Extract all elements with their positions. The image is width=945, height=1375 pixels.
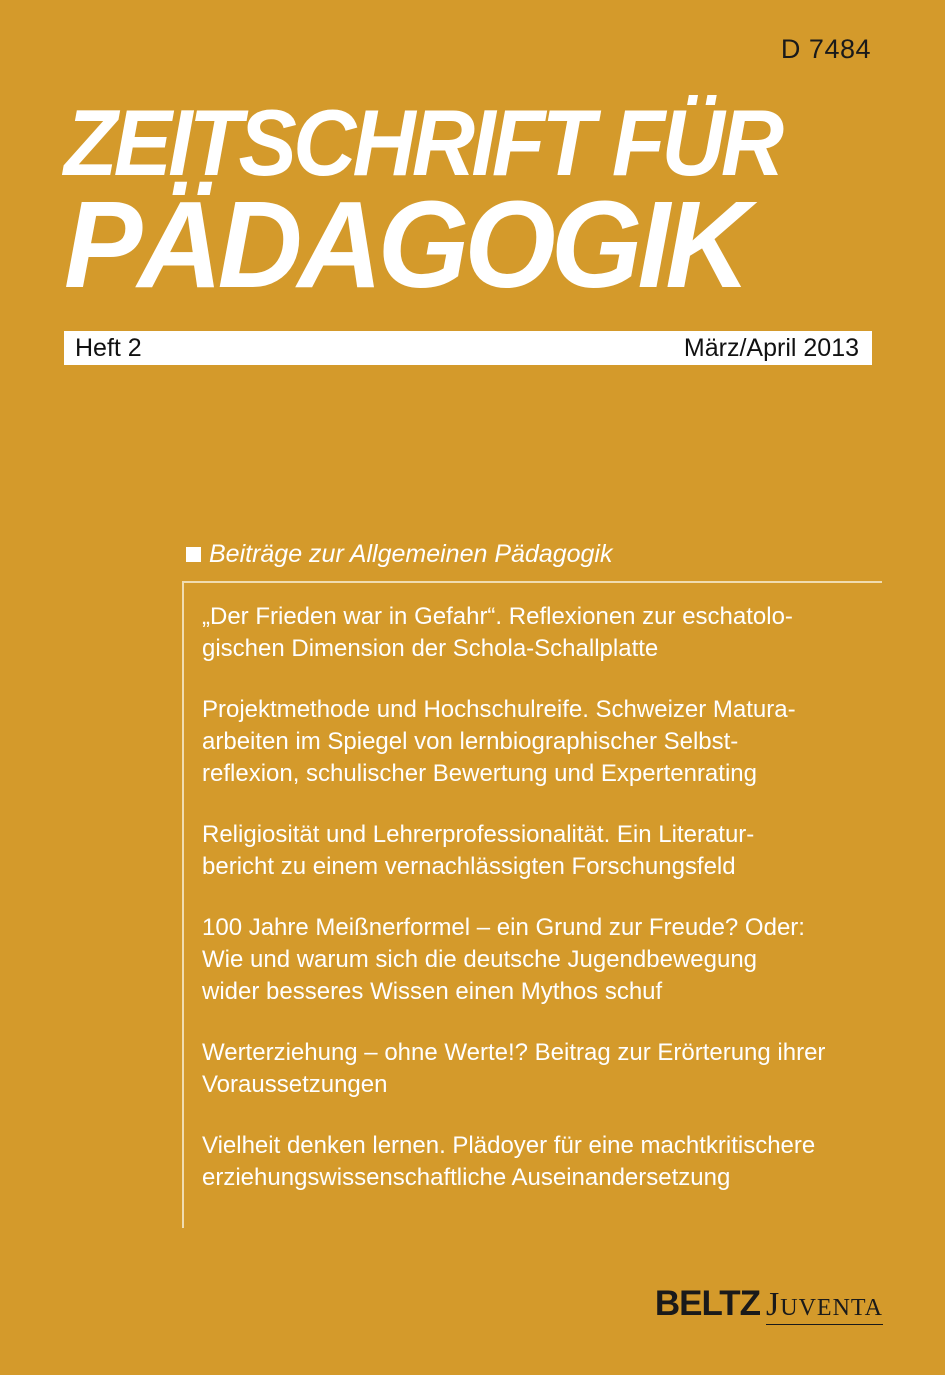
- section-heading: [182, 540, 882, 583]
- article-title: Werterziehung – ohne Werte!? Beitrag zur Erörterung ihrer Voraussetzungen: [202, 1039, 826, 1098]
- section-title: Beiträge zur Allgemeinen Pädagogik: [209, 540, 613, 568]
- publisher-logo: [655, 1284, 883, 1325]
- article-title: Religiosität und Lehrerprofessionalität. Ein Literatur- bericht zu einem vernachlässigten Forschungsfeld: [202, 821, 755, 880]
- publisher-name-juventa: Juventa: [766, 1286, 883, 1323]
- masthead-line-2: PÄDAGOGIK: [64, 177, 746, 314]
- table-of-contents: [182, 540, 882, 1228]
- issue-bar: [64, 331, 872, 365]
- article-list: [182, 583, 882, 1228]
- square-bullet-icon: [186, 547, 201, 562]
- article-title: Projektmethode und Hochschulreife. Schweizer Matura- arbeiten im Spiegel von lernbiographischer Selbst- reflexion, schulischer Bewertung und Expertenrating: [202, 696, 796, 787]
- article-title: 100 Jahre Meißnerformel – ein Grund zur Freude? Oder: Wie und warum sich die deutsche Jugendbewegung wider besseres Wissen einen Mythos schuf: [202, 914, 805, 1005]
- article-title: Vielheit denken lernen. Plädoyer für eine machtkritischere erziehungswissenschaftliche Auseinandersetzung: [202, 1132, 816, 1191]
- masthead: [64, 90, 884, 314]
- publisher-name-beltz: BELTZ: [654, 1284, 761, 1323]
- issue-date: März/April 2013: [683, 333, 859, 362]
- journal-code: D 7484: [780, 34, 871, 64]
- issue-number: Heft 2: [75, 333, 142, 362]
- masthead-line-1: ZEITSCHRIFT FÜR: [64, 90, 781, 195]
- article-title: „Der Frieden war in Gefahr“. Reflexionen zur eschatolo- gischen Dimension der Schola-Schallplatte: [202, 603, 793, 662]
